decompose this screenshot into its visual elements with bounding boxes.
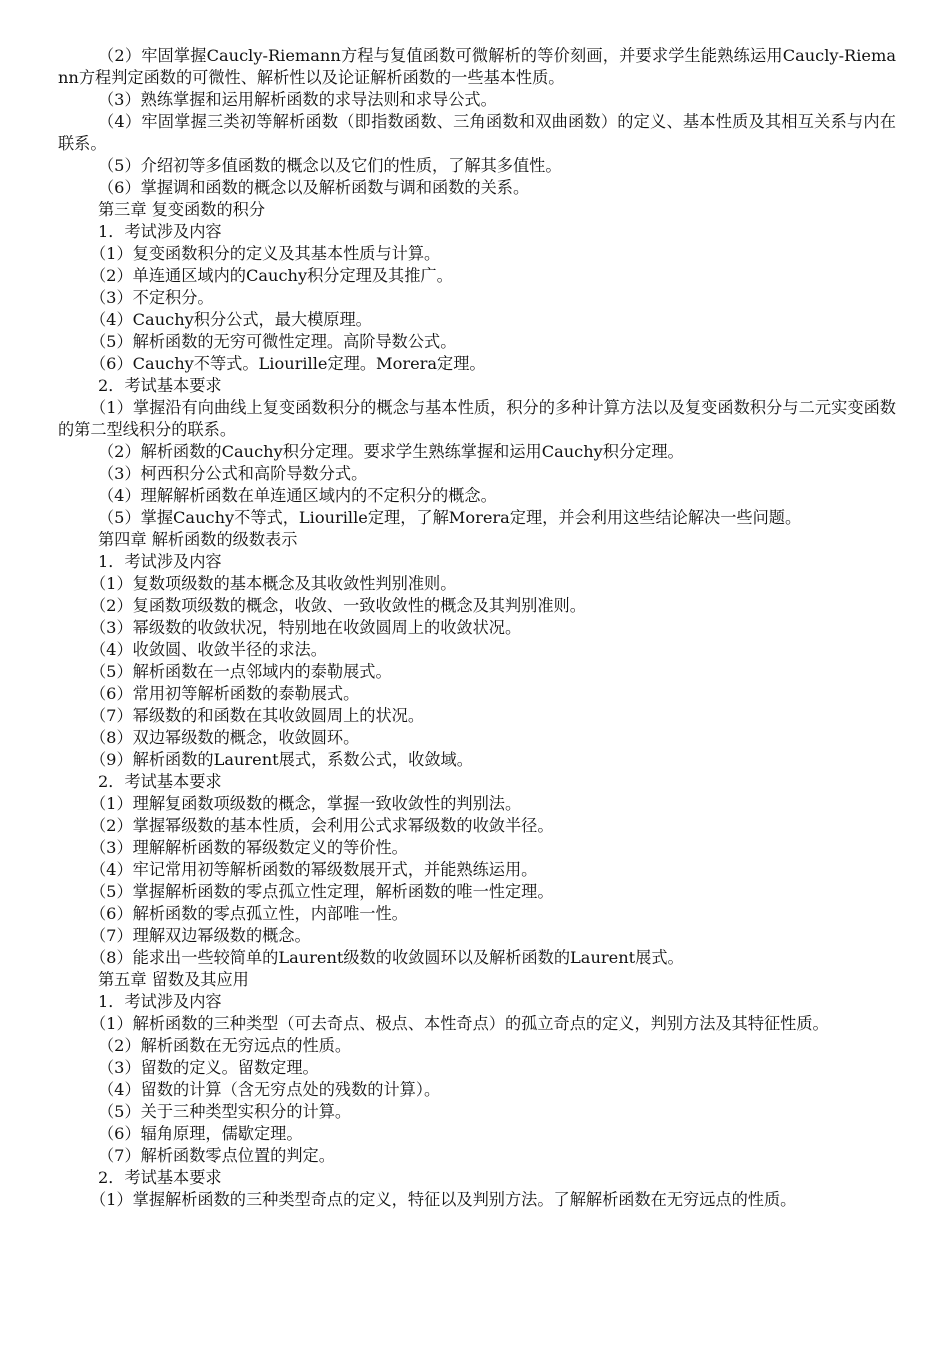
chapter-5-content-heading: 1．考试涉及内容 xyxy=(98,992,222,1011)
ch3-content-item-2: （2）单连通区域内的Cauchy积分定理及其推广。 xyxy=(90,266,453,285)
ch4-requirement-4: （4）牢记常用初等解析函数的幂级数展开式，并能熟练运用。 xyxy=(90,860,538,879)
ch5-content-item-3: （3）留数的定义。留数定理。 xyxy=(98,1058,319,1077)
chapter-3-title: 第三章 复变函数的积分 xyxy=(98,200,266,219)
ch2-requirement-4: （4）牢固掌握三类初等解析函数（即指数函数、三角函数和双曲函数）的定义、基本性质及其相互关系与内在联系。 xyxy=(58,112,896,153)
ch4-content-item-4: （4）收敛圆、收敛半径的求法。 xyxy=(90,640,327,659)
ch3-requirement-4: （4）理解解析函数在单连通区域内的不定积分的概念。 xyxy=(98,486,497,505)
ch3-requirement-5: （5）掌握Cauchy不等式，Liourille定理，了解Morera定理，并会利用这些结论解决一些问题。 xyxy=(98,508,802,527)
ch5-content-item-2: （2）解析函数在无穷远点的性质。 xyxy=(98,1036,352,1055)
chapter-4-requirements-heading: 2．考试基本要求 xyxy=(98,772,222,791)
ch4-content-item-6: （6）常用初等解析函数的泰勒展式。 xyxy=(90,684,360,703)
ch2-requirement-3: （3）熟练掌握和运用解析函数的求导法则和求导公式。 xyxy=(98,90,497,109)
ch3-requirement-2: （2）解析函数的Cauchy积分定理。要求学生熟练掌握和运用Cauchy积分定理。 xyxy=(98,442,684,461)
ch4-requirement-6: （6）解析函数的零点孤立性，内部唯一性。 xyxy=(90,904,408,923)
ch3-content-item-1: （1）复变函数积分的定义及其基本性质与计算。 xyxy=(90,244,441,263)
ch3-content-item-4: （4）Cauchy积分公式，最大模原理。 xyxy=(90,310,372,329)
chapter-5-title: 第五章 留数及其应用 xyxy=(98,970,249,989)
chapter-5-requirements-heading: 2．考试基本要求 xyxy=(98,1168,222,1187)
ch4-requirement-3: （3）理解解析函数的幂级数定义的等价性。 xyxy=(90,838,408,857)
ch4-content-item-9: （9）解析函数的Laurent展式，系数公式，收敛域。 xyxy=(90,750,473,769)
ch4-requirement-5: （5）掌握解析函数的零点孤立性定理，解析函数的唯一性定理。 xyxy=(90,882,554,901)
ch4-content-item-3: （3）幂级数的收敛状况，特别地在收敛圆周上的收敛状况。 xyxy=(90,618,522,637)
ch5-content-item-4: （4）留数的计算（含无穷点处的残数的计算）。 xyxy=(98,1080,441,1099)
ch4-requirement-8: （8）能求出一些较简单的Laurent级数的收敛圆环以及解析函数的Laurent展式。 xyxy=(90,948,684,967)
ch3-requirement-1: （1）掌握沿有向曲线上复变函数积分的概念与基本性质，积分的多种计算方法以及复变函数积分与二元实变函数的第二型线积分的联系。 xyxy=(58,398,896,439)
ch2-requirement-6: （6）掌握调和函数的概念以及解析函数与调和函数的关系。 xyxy=(98,178,530,197)
chapter-4-title: 第四章 解析函数的级数表示 xyxy=(98,530,298,549)
ch4-content-item-5: （5）解析函数在一点邻域内的泰勒展式。 xyxy=(90,662,392,681)
ch5-content-item-5: （5）关于三种类型实积分的计算。 xyxy=(98,1102,352,1121)
ch5-requirement-1: （1）掌握解析函数的三种类型奇点的定义，特征以及判别方法。了解解析函数在无穷远点的性质。 xyxy=(90,1190,797,1209)
ch5-content-item-6: （6）辐角原理，儒歇定理。 xyxy=(98,1124,303,1143)
ch5-content-item-1: （1）解析函数的三种类型（可去奇点、极点、本性奇点）的孤立奇点的定义，判别方法及其特征性质。 xyxy=(90,1014,829,1033)
ch4-requirement-1: （1）理解复函数项级数的概念，掌握一致收敛性的判别法。 xyxy=(90,794,522,813)
chapter-3-requirements-heading: 2．考试基本要求 xyxy=(98,376,222,395)
ch3-requirement-3: （3）柯西积分公式和高阶导数分式。 xyxy=(98,464,368,483)
ch4-requirement-2: （2）掌握幂级数的基本性质，会利用公式求幂级数的收敛半径。 xyxy=(90,816,554,835)
ch4-content-item-1: （1）复数项级数的基本概念及其收敛性判别准则。 xyxy=(90,574,457,593)
ch2-requirement-5: （5）介绍初等多值函数的概念以及它们的性质，了解其多值性。 xyxy=(98,156,562,175)
ch4-content-item-7: （7）幂级数的和函数在其收敛圆周上的状况。 xyxy=(90,706,425,725)
document-page xyxy=(58,45,896,1211)
chapter-3-content-heading: 1．考试涉及内容 xyxy=(98,222,222,241)
ch3-content-item-6: （6）Cauchy不等式。Liourille定理。Morera定理。 xyxy=(90,354,486,373)
ch2-requirement-2: （2）牢固掌握Caucly-Riemann方程与复值函数可微解析的等价刻画，并要求学生能熟练运用Caucly-Riemann方程判定函数的可微性、解析性以及论证解析函数的一些基本性质。 xyxy=(58,46,896,87)
ch4-requirement-7: （7）理解双边幂级数的概念。 xyxy=(90,926,311,945)
ch3-content-item-5: （5）解析函数的无穷可微性定理。高阶导数公式。 xyxy=(90,332,457,351)
ch3-content-item-3: （3）不定积分。 xyxy=(90,288,214,307)
chapter-4-content-heading: 1．考试涉及内容 xyxy=(98,552,222,571)
ch5-content-item-7: （7）解析函数零点位置的判定。 xyxy=(98,1146,335,1165)
ch4-content-item-8: （8）双边幂级数的概念，收敛圆环。 xyxy=(90,728,360,747)
ch4-content-item-2: （2）复函数项级数的概念，收敛、一致收敛性的概念及其判别准则。 xyxy=(90,596,586,615)
